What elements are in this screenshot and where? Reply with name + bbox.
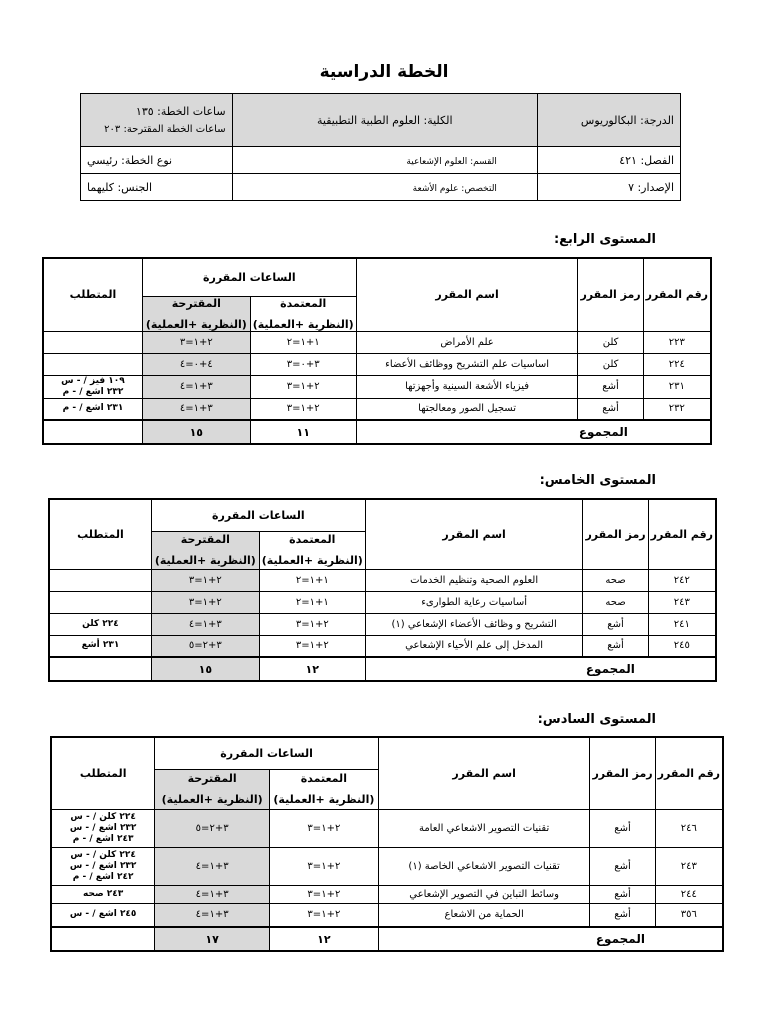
prereq-line: ٢٣٢ اشع / - س: [69, 822, 137, 833]
proposed-hours: ٢+١=٣: [142, 331, 250, 353]
theory-practical-label: (النظرية +العملية): [145, 317, 247, 331]
approved-hours: ٢+١=٣: [269, 809, 378, 847]
proposed-hours: ٣+١=٤: [155, 885, 270, 903]
prereq-line: ٢٤٢ اشع / - م: [72, 871, 134, 882]
total-prereq: [43, 420, 142, 444]
prereq-line: ٢٤٣ صحه: [83, 888, 124, 899]
prereq: [49, 591, 151, 613]
gender-cell: الجنس: كليهما: [81, 174, 233, 201]
plan-type-cell: نوع الخطة: رئيسي: [81, 147, 233, 174]
header-approved: [259, 531, 365, 569]
header-proposed: [155, 769, 270, 809]
approved-hours: ٢+١=٣: [259, 613, 365, 635]
approved-hours: ١+١=٢: [259, 569, 365, 591]
prereq-line: ٢٢٤ كلن / - س: [70, 811, 136, 822]
total-label: [356, 420, 711, 444]
course-name: تقنيات التصوير الاشعاعي الخاصة (١): [378, 847, 590, 885]
approved-hours: ٢+١=٣: [269, 885, 378, 903]
course-row: [51, 885, 723, 903]
course-num: ٢٤٣: [655, 847, 723, 885]
course-row: [49, 613, 716, 635]
prereq-line: ٢٢٤ كلن / - س: [70, 849, 136, 860]
course-name: وسائط التباين في التصوير الإشعاعي: [378, 885, 590, 903]
proposed-hours: ٣+١=٤: [151, 613, 259, 635]
total-proposed: ١٥: [151, 657, 259, 681]
specialization: التخصص: علوم الأشعة: [412, 183, 497, 194]
course-row: [49, 635, 716, 657]
course-row: [43, 331, 711, 353]
header-credit-hours: الساعات المقررة: [151, 499, 365, 531]
header-course-code: رمز المقرر: [578, 258, 643, 331]
course-name: تقنيات التصوير الاشعاعي العامة: [378, 809, 590, 847]
prereq-line: ٢٤٥ اشع / - س: [69, 909, 137, 920]
specialization-cell: [232, 174, 537, 201]
course-num: ٢٤٢: [648, 569, 716, 591]
prereq: [43, 398, 142, 420]
course-code: أشع: [590, 847, 655, 885]
level-title: المستوى الخامس:: [539, 473, 656, 488]
course-name: العلوم الصحية وتنظيم الخدمات: [365, 569, 583, 591]
approved-label: المعتمدة: [289, 533, 336, 546]
theory-practical-label: (النظرية +العملية): [154, 554, 256, 567]
department: القسم: العلوم الإشعاعية: [406, 156, 497, 167]
course-row: [49, 591, 716, 613]
prereq: [51, 885, 155, 903]
header-prereq: المتطلب: [43, 258, 142, 331]
total-label: [365, 657, 716, 681]
approved-hours: ٣+٠=٣: [250, 353, 356, 375]
proposed-hours: ٣+٢=٥: [151, 635, 259, 657]
header-course-name: اسم المقرر: [378, 737, 590, 809]
header-course-num: رقم المقرر: [655, 737, 723, 809]
approved-hours: ١+١=٢: [259, 591, 365, 613]
course-row: [43, 398, 711, 420]
approved-hours: ٢+١=٣: [259, 635, 365, 657]
degree-cell: الدرجة: البكالوريوس: [537, 94, 680, 147]
prereq-line: ٢٣٢ اشع / - م: [62, 386, 124, 397]
total-approved: ١٢: [269, 927, 378, 951]
course-row: [51, 847, 723, 885]
total-label: [378, 927, 723, 951]
header-course-code: رمز المقرر: [583, 499, 648, 569]
prereq: [43, 353, 142, 375]
total-approved: ١١: [250, 420, 356, 444]
proposed-hours: ٣+١=٤: [142, 375, 250, 398]
prereq-line: ٢٢٤ كلن: [82, 618, 119, 629]
header-course-name: اسم المقرر: [365, 499, 583, 569]
proposed-hours: ٣+١=٤: [155, 903, 270, 927]
course-name: التشريح و وظائف الأعضاء الإشعاعي (١): [365, 613, 583, 635]
header-prereq: المتطلب: [51, 737, 155, 809]
plan-hours: ساعات الخطة: ١٣٥: [135, 105, 226, 118]
prereq-line: ٢٤٣ اشع / - م: [72, 833, 134, 844]
level-table: [42, 257, 712, 445]
header-approved: [250, 296, 356, 331]
course-code: صحه: [583, 591, 648, 613]
course-name: علم الأمراض: [356, 331, 578, 353]
course-num: ٢٣٢: [643, 398, 711, 420]
prereq: [49, 613, 151, 635]
header-course-code: رمز المقرر: [590, 737, 655, 809]
theory-practical-label: (النظرية +العملية): [252, 317, 354, 331]
theory-practical-label: (النظرية +العملية): [273, 793, 375, 806]
course-code: أشع: [590, 903, 655, 927]
header-course-num: رقم المقرر: [648, 499, 716, 569]
course-num: ٢٤٣: [648, 591, 716, 613]
plan-hours-cell: [81, 94, 233, 147]
proposed-label: المقترحة: [187, 772, 237, 785]
course-num: ٢٤٤: [655, 885, 723, 903]
total-text: المجموع: [595, 932, 645, 946]
course-num: ٢٢٣: [643, 331, 711, 353]
course-row: [49, 569, 716, 591]
course-row: [51, 809, 723, 847]
proposed-hours: ٢+١=٣: [151, 591, 259, 613]
course-num: ٢٤١: [648, 613, 716, 635]
course-row: [51, 903, 723, 927]
prereq: [51, 847, 155, 885]
total-approved: ١٢: [259, 657, 365, 681]
header-course-num: رقم المقرر: [643, 258, 711, 331]
course-name: اساسيات علم التشريح ووظائف الأعضاء: [356, 353, 578, 375]
department-cell: [232, 147, 537, 174]
course-code: كلن: [578, 331, 643, 353]
total-prereq: [51, 927, 155, 951]
approved-hours: ٢+١=٣: [250, 398, 356, 420]
course-code: كلن: [578, 353, 643, 375]
header-proposed: [151, 531, 259, 569]
course-code: أشع: [578, 375, 643, 398]
approved-hours: ٢+١=٣: [269, 903, 378, 927]
college-cell: الكلية: العلوم الطبية التطبيقية: [232, 94, 537, 147]
plan-info-table: [80, 93, 681, 201]
course-code: أشع: [590, 885, 655, 903]
prereq: [51, 903, 155, 927]
theory-practical-label: (النظرية +العملية): [261, 554, 363, 567]
course-name: المدخل إلى علم الأحياء الإشعاعي: [365, 635, 583, 657]
proposed-hours: ٤+٠=٤: [142, 353, 250, 375]
level-title: المستوى السادس:: [537, 712, 656, 727]
prereq-line: ٢٣١ اشع / - م: [62, 403, 124, 414]
prereq: [43, 375, 142, 398]
proposed-label: المقترحة: [171, 296, 221, 310]
page-title: الخطة الدراسية: [319, 62, 449, 82]
course-num: ٣٥٦: [655, 903, 723, 927]
course-num: ٢٤٦: [655, 809, 723, 847]
course-num: ٢٣١: [643, 375, 711, 398]
proposed-hours: ٣+١=٤: [155, 847, 270, 885]
course-code: صحه: [583, 569, 648, 591]
header-approved: [269, 769, 378, 809]
header-course-name: اسم المقرر: [356, 258, 578, 331]
header-credit-hours: الساعات المقررة: [155, 737, 379, 769]
edition-cell: الإصدار: ٧: [537, 174, 680, 201]
course-row: [43, 375, 711, 398]
proposed-hours: ٢+١=٣: [151, 569, 259, 591]
course-code: أشع: [590, 809, 655, 847]
total-text: المجموع: [585, 662, 635, 676]
total-proposed: ١٥: [142, 420, 250, 444]
course-code: أشع: [583, 635, 648, 657]
theory-practical-label: (النظرية +العملية): [161, 793, 263, 806]
level-table: [48, 498, 717, 682]
prereq: [51, 809, 155, 847]
approved-hours: ٢+١=٣: [269, 847, 378, 885]
course-name: الحماية من الاشعاع: [378, 903, 590, 927]
approved-hours: ١+١=٢: [250, 331, 356, 353]
header-prereq: المتطلب: [49, 499, 151, 569]
proposed-label: المقترحة: [180, 533, 230, 546]
approved-label: المعتمدة: [280, 296, 327, 310]
approved-label: المعتمدة: [300, 772, 347, 785]
prereq-line: ٢٣١ أشع: [81, 640, 120, 651]
prereq: [49, 569, 151, 591]
proposed-hours: ساعات الخطة المقترحة: ٢٠٣: [104, 124, 226, 135]
header-credit-hours: الساعات المقررة: [142, 258, 356, 296]
proposed-hours: ٣+٢=٥: [155, 809, 270, 847]
prereq-line: ٢٣٢ اشع / - س: [69, 860, 137, 871]
prereq-line: ١٠٩ فيز / - س: [61, 375, 125, 386]
header-proposed: [142, 296, 250, 331]
total-text: المجموع: [578, 425, 628, 439]
course-name: أساسيات رعاية الطوارىء: [365, 591, 583, 613]
prereq: [43, 331, 142, 353]
course-num: ٢٤٥: [648, 635, 716, 657]
course-code: أشع: [578, 398, 643, 420]
course-code: أشع: [583, 613, 648, 635]
total-prereq: [49, 657, 151, 681]
course-num: ٢٢٤: [643, 353, 711, 375]
course-name: تسجيل الصور ومعالجتها: [356, 398, 578, 420]
prereq: [49, 635, 151, 657]
total-proposed: ١٧: [155, 927, 270, 951]
course-name: فيزياء الأشعة السينية وأجهزتها: [356, 375, 578, 398]
course-row: [43, 353, 711, 375]
approved-hours: ٢+١=٣: [250, 375, 356, 398]
level-title: المستوى الرابع:: [553, 232, 656, 247]
semester-cell: الفصل: ٤٢١: [537, 147, 680, 174]
level-table: [50, 736, 724, 952]
proposed-hours: ٣+١=٤: [142, 398, 250, 420]
